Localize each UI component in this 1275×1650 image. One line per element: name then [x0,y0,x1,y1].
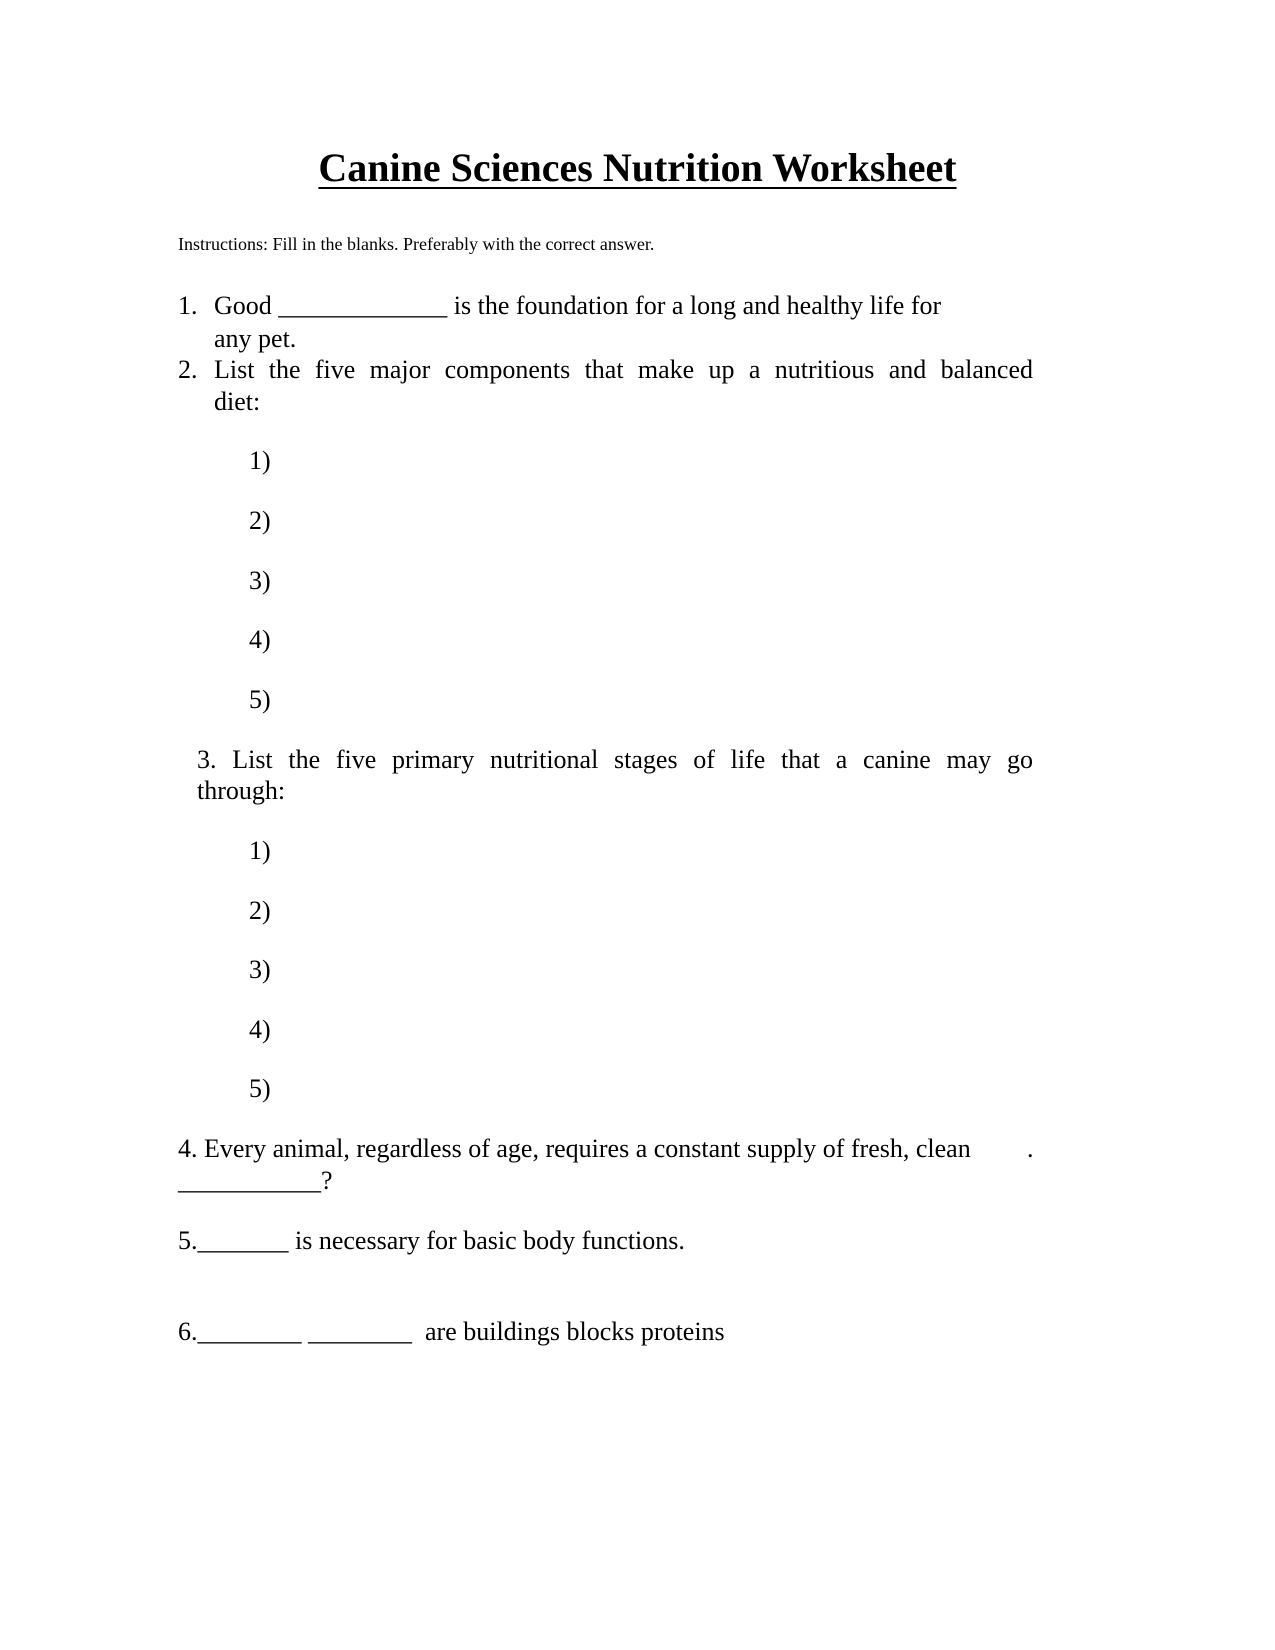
question-2-line-2: diet: [214,387,261,416]
instructions: Instructions: Fill in the blanks. Preferably with the correct answer. [178,234,655,254]
question-3-item-1[interactable]: 1) [249,836,271,865]
question-3-line-1: 3. List the five primary nutritional stages of life that a canine may go [197,745,1033,774]
question-3-item-4[interactable]: 4) [249,1015,271,1044]
question-3-line-2: through: [197,776,286,805]
question-5-text[interactable]: 5._______ is necessary for basic body functions. [178,1226,685,1255]
page-title: Canine Sciences Nutrition Worksheet [318,145,957,190]
question-1-text-end: is the foundation for a long and healthy life for [447,291,942,320]
question-6-text[interactable]: 6.________ ________ are buildings blocks proteins [178,1317,725,1346]
question-2-item-1[interactable]: 1) [249,446,271,475]
question-1-blank[interactable]: _____________ [278,291,448,320]
question-4-mark: . [1027,1134,1034,1163]
question-2-item-3[interactable]: 3) [249,566,271,595]
question-4-line-1: 4. Every animal, regardless of age, requires a constant supply of fresh, clean [178,1134,971,1163]
question-1-line-1 [214,291,941,321]
question-3-item-5[interactable]: 5) [249,1074,271,1103]
question-2-item-4[interactable]: 4) [249,625,271,654]
question-1-number: 1. [178,291,198,320]
question-2-item-5[interactable]: 5) [249,685,271,714]
question-4-blank[interactable]: ___________? [178,1166,333,1195]
question-3-item-2[interactable]: 2) [249,896,271,925]
question-2-line-1: List the five major components that make up a nutritious and balanced [214,355,1033,384]
question-1-line-2: any pet. [214,324,297,353]
question-1-text-start: Good [214,291,279,320]
question-3-item-3[interactable]: 3) [249,955,271,984]
question-2-number: 2. [178,355,198,384]
question-2-item-2[interactable]: 2) [249,506,271,535]
